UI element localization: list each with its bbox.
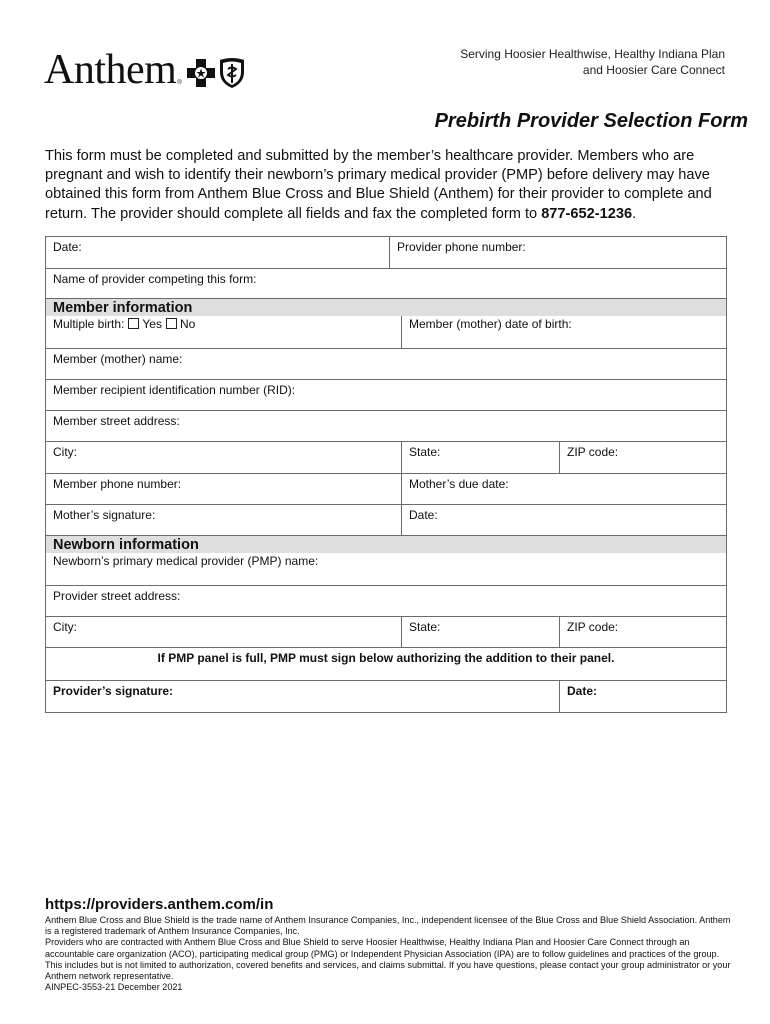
no-label: No (179, 317, 196, 331)
date-field[interactable]: Date: (53, 240, 82, 254)
provider-website-link[interactable]: https://providers.anthem.com/in (45, 896, 274, 913)
member-phone-field[interactable]: Member phone number: (53, 477, 182, 491)
form-row-provider-name (46, 269, 726, 299)
newborn-section-title: Newborn information (46, 536, 726, 553)
form-row-member-name (46, 349, 726, 380)
due-date-field[interactable]: Mother’s due date: (401, 474, 726, 504)
multiple-birth-field (46, 316, 401, 348)
provider-signature-field[interactable]: Provider’s signature: (53, 684, 174, 698)
logo-wordmark: Anthem (44, 47, 177, 93)
member-state-field[interactable]: State: (401, 442, 559, 473)
registered-mark: ® (177, 80, 182, 86)
provider-name-field[interactable]: Name of provider competing this form: (53, 272, 257, 286)
form-row-pmp-name (46, 553, 726, 586)
form-row-provider-signature (46, 681, 726, 713)
anthem-logo (44, 46, 246, 93)
member-section-header (46, 299, 726, 316)
blue-cross-icon (186, 58, 216, 88)
form-row-member-phone (46, 474, 726, 505)
form-row-mother-signature (46, 505, 726, 536)
selection-form (45, 236, 727, 713)
multiple-birth-label: Multiple birth: (53, 317, 125, 331)
mother-signature-date-field[interactable]: Date: (401, 505, 726, 535)
program-line-1: Serving Hoosier Healthwise, Healthy Indiana Plan (460, 47, 725, 61)
yes-label: Yes (142, 317, 162, 331)
provider-signature-date-field[interactable]: Date: (559, 681, 726, 712)
intro-text: This form must be completed and submitted by the member’s healthcare provider. Members who are pregnant and wish to identify their newborn’s primary medical provider (PMP) before delivery may have obtained this form from Anthem Blue Cross and Blue Shield (Anthem) for their provider to complete and return. The provider should complete all fields and fax the completed form to (45, 148, 712, 222)
intro-paragraph (45, 147, 745, 224)
member-section-title: Member information (46, 299, 726, 316)
form-row-member-rid (46, 380, 726, 411)
program-line-2: and Hoosier Care Connect (582, 63, 725, 77)
form-row-pmp-notice (46, 648, 726, 681)
member-dob-field[interactable]: Member (mother) date of birth: (401, 316, 726, 348)
form-row-multiple-birth (46, 316, 726, 349)
member-city-field[interactable]: City: (53, 445, 77, 459)
program-names (395, 46, 725, 78)
intro-end: . (632, 205, 637, 222)
yes-checkbox[interactable] (128, 318, 139, 329)
pmp-panel-notice: If PMP panel is full, PMP must sign below authorizing the addition to their panel. (157, 651, 615, 665)
form-row-date (46, 237, 726, 269)
newborn-section-header (46, 536, 726, 553)
form-row-provider-street (46, 586, 726, 617)
no-checkbox[interactable] (166, 318, 177, 329)
provider-state-field[interactable]: State: (401, 617, 559, 647)
pmp-name-field[interactable]: Newborn’s primary medical provider (PMP) name: (53, 554, 319, 568)
fax-number: 877-652-1236 (541, 205, 633, 222)
member-name-field[interactable]: Member (mother) name: (53, 352, 183, 366)
legal-provider-text: Providers who are contracted with Anthem Blue Cross and Blue Shield to serve Hoosier Healthwise, Healthy Indiana Plan and Hoosier Care Connect through an accountable care organization (ACO), participating medical group (PMG) or Independent Physician Association (IPA) are to follow guidelines and practices of the group. This includes but is not limited to authorization, covered benefits and services, and claims submittal. If you have questions, please contact your group administrator or your Anthem network representative. (45, 937, 731, 982)
provider-phone-field[interactable]: Provider phone number: (389, 237, 726, 268)
blue-shield-icon (218, 57, 246, 89)
form-row-member-city (46, 442, 726, 474)
footer (45, 896, 735, 993)
member-street-field[interactable]: Member street address: (53, 414, 180, 428)
provider-zip-field[interactable]: ZIP code: (559, 617, 726, 647)
legal-trademark-text: Anthem Blue Cross and Blue Shield is the trade name of Anthem Insurance Companies, Inc., independent licensee of the Blue Cross and Blue Shield Association. Anthem is a registered trademark of Anthem Insurance Companies, Inc. (45, 915, 731, 937)
member-zip-field[interactable]: ZIP code: (559, 442, 726, 473)
form-title: Prebirth Provider Selection Form (434, 110, 748, 132)
form-row-member-street (46, 411, 726, 442)
mother-signature-field[interactable]: Mother’s signature: (53, 508, 156, 522)
form-row-provider-city (46, 617, 726, 648)
form-code: AINPEC-3553-21 December 2021 (45, 982, 183, 993)
member-rid-field[interactable]: Member recipient identification number (RID): (53, 383, 296, 397)
provider-street-field[interactable]: Provider street address: (53, 589, 181, 603)
provider-city-field[interactable]: City: (53, 620, 77, 634)
